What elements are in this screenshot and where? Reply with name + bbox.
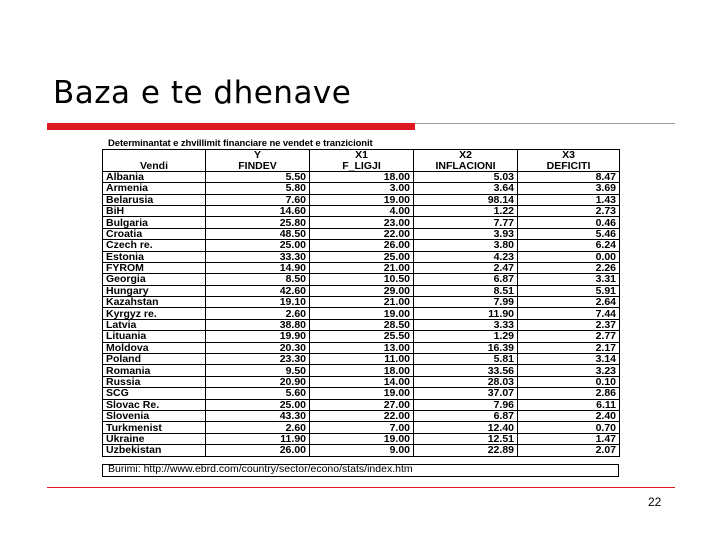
value-cell: 22.00 [310, 410, 414, 421]
value-cell: 19.00 [310, 433, 414, 444]
value-cell: 25.00 [206, 399, 310, 410]
value-cell: 1.47 [518, 433, 620, 444]
value-cell: 7.44 [518, 308, 620, 319]
table-row [103, 399, 620, 410]
value-cell: 26.00 [206, 445, 310, 456]
value-cell: 1.29 [414, 331, 518, 342]
table-row [103, 262, 620, 273]
value-cell: 5.46 [518, 228, 620, 239]
value-cell: 3.33 [414, 319, 518, 330]
value-cell: 11.90 [206, 433, 310, 444]
table-row [103, 228, 620, 239]
header-row [103, 160, 620, 171]
country-cell: Belarusia [103, 194, 206, 205]
table-row [103, 433, 620, 444]
country-cell: Kyrgyz re. [103, 308, 206, 319]
table-row [103, 410, 620, 421]
value-cell: 3.23 [518, 365, 620, 376]
country-cell: Ukraine [103, 433, 206, 444]
table-row [103, 388, 620, 399]
value-cell: 5.91 [518, 285, 620, 296]
table-row [103, 183, 620, 194]
table-row [103, 422, 620, 433]
value-cell: 23.30 [206, 354, 310, 365]
value-cell: 12.40 [414, 422, 518, 433]
value-cell: 7.77 [414, 217, 518, 228]
value-cell: 0.70 [518, 422, 620, 433]
country-cell: Albania [103, 171, 206, 182]
variable-cell: X2 [414, 150, 518, 161]
value-cell: 11.90 [414, 308, 518, 319]
value-cell: 14.90 [206, 262, 310, 273]
value-cell: 7.99 [414, 297, 518, 308]
value-cell: 14.60 [206, 205, 310, 216]
value-cell: 5.81 [414, 354, 518, 365]
variable-cell: X3 [518, 150, 620, 161]
country-cell: Turkmenist [103, 422, 206, 433]
title-divider-line [415, 123, 675, 124]
value-cell: 6.11 [518, 399, 620, 410]
footer-rule [47, 487, 675, 488]
country-cell: Uzbekistan [103, 445, 206, 456]
table-row [103, 342, 620, 353]
value-cell: 18.00 [310, 365, 414, 376]
value-cell: 20.30 [206, 342, 310, 353]
country-cell: Latvia [103, 319, 206, 330]
variable-cell: X1 [310, 150, 414, 161]
value-cell: 3.14 [518, 354, 620, 365]
table-row [103, 308, 620, 319]
table-row [103, 171, 620, 182]
table-row [103, 376, 620, 387]
value-cell: 5.03 [414, 171, 518, 182]
value-cell: 2.07 [518, 445, 620, 456]
value-cell: 16.39 [414, 342, 518, 353]
value-cell: 42.60 [206, 285, 310, 296]
value-cell: 8.51 [414, 285, 518, 296]
country-cell: Russia [103, 376, 206, 387]
value-cell: 2.17 [518, 342, 620, 353]
value-cell: 12.51 [414, 433, 518, 444]
slide-title: Baza e te dhenave [53, 75, 352, 111]
value-cell: 19.00 [310, 308, 414, 319]
country-cell: Slovenia [103, 410, 206, 421]
table-row [103, 445, 620, 456]
country-cell: BiH [103, 205, 206, 216]
value-cell: 5.60 [206, 388, 310, 399]
value-cell: 14.00 [310, 376, 414, 387]
value-cell: 11.00 [310, 354, 414, 365]
value-cell: 8.50 [206, 274, 310, 285]
table-row [103, 285, 620, 296]
country-cell: Kazahstan [103, 297, 206, 308]
variable-cell: Y [206, 150, 310, 161]
value-cell: 22.00 [310, 228, 414, 239]
country-cell: Romania [103, 365, 206, 376]
table-row [103, 297, 620, 308]
value-cell: 4.23 [414, 251, 518, 262]
country-cell: Lituania [103, 331, 206, 342]
country-cell: Czech re. [103, 240, 206, 251]
value-cell: 3.80 [414, 240, 518, 251]
value-cell: 6.87 [414, 274, 518, 285]
table-row [103, 365, 620, 376]
source-note: Burimi: http://www.ebrd.com/country/sector/econo/stats/index.htm [108, 463, 413, 475]
column-header: DEFICITI [518, 160, 620, 171]
value-cell: 2.60 [206, 422, 310, 433]
data-table [102, 149, 620, 457]
variable-cell [103, 150, 206, 161]
value-cell: 19.00 [310, 194, 414, 205]
value-cell: 2.86 [518, 388, 620, 399]
column-header: INFLACIONI [414, 160, 518, 171]
page-number: 22 [648, 495, 662, 509]
table-row [103, 217, 620, 228]
country-cell: Georgia [103, 274, 206, 285]
value-cell: 18.00 [310, 171, 414, 182]
value-cell: 3.00 [310, 183, 414, 194]
column-header: Vendi [103, 160, 206, 171]
value-cell: 8.47 [518, 171, 620, 182]
value-cell: 19.00 [310, 388, 414, 399]
value-cell: 33.56 [414, 365, 518, 376]
value-cell: 1.43 [518, 194, 620, 205]
value-cell: 21.00 [310, 297, 414, 308]
table-row [103, 319, 620, 330]
table-row [103, 274, 620, 285]
value-cell: 27.00 [310, 399, 414, 410]
country-cell: FYROM [103, 262, 206, 273]
value-cell: 28.03 [414, 376, 518, 387]
value-cell: 19.90 [206, 331, 310, 342]
country-cell: Croatia [103, 228, 206, 239]
country-cell: Slovac Re. [103, 399, 206, 410]
value-cell: 3.64 [414, 183, 518, 194]
value-cell: 6.87 [414, 410, 518, 421]
value-cell: 25.80 [206, 217, 310, 228]
value-cell: 2.40 [518, 410, 620, 421]
country-cell: Hungary [103, 285, 206, 296]
table-row [103, 240, 620, 251]
value-cell: 98.14 [414, 194, 518, 205]
value-cell: 7.60 [206, 194, 310, 205]
value-cell: 25.00 [206, 240, 310, 251]
value-cell: 2.60 [206, 308, 310, 319]
value-cell: 21.00 [310, 262, 414, 273]
value-cell: 7.00 [310, 422, 414, 433]
value-cell: 3.31 [518, 274, 620, 285]
table-row [103, 354, 620, 365]
value-cell: 19.10 [206, 297, 310, 308]
value-cell: 38.80 [206, 319, 310, 330]
value-cell: 4.00 [310, 205, 414, 216]
value-cell: 2.47 [414, 262, 518, 273]
value-cell: 25.00 [310, 251, 414, 262]
value-cell: 43.30 [206, 410, 310, 421]
table-row [103, 194, 620, 205]
value-cell: 2.64 [518, 297, 620, 308]
column-header: F_LIGJI [310, 160, 414, 171]
value-cell: 22.89 [414, 445, 518, 456]
country-cell: Estonia [103, 251, 206, 262]
value-cell: 2.73 [518, 205, 620, 216]
value-cell: 9.00 [310, 445, 414, 456]
table-row [103, 205, 620, 216]
value-cell: 0.00 [518, 251, 620, 262]
value-cell: 48.50 [206, 228, 310, 239]
country-cell: Bulgaria [103, 217, 206, 228]
variable-row [103, 150, 620, 161]
value-cell: 2.26 [518, 262, 620, 273]
value-cell: 0.46 [518, 217, 620, 228]
table-row [103, 331, 620, 342]
value-cell: 23.00 [310, 217, 414, 228]
value-cell: 37.07 [414, 388, 518, 399]
country-cell: Poland [103, 354, 206, 365]
country-cell: Armenia [103, 183, 206, 194]
value-cell: 9.50 [206, 365, 310, 376]
data-table-figure [102, 137, 619, 475]
table-row [103, 251, 620, 262]
country-cell: Moldova [103, 342, 206, 353]
value-cell: 10.50 [310, 274, 414, 285]
value-cell: 13.00 [310, 342, 414, 353]
value-cell: 6.24 [518, 240, 620, 251]
table-caption: Determinantat e zhvillimit financiare ne vendet e tranzicionit [108, 138, 373, 149]
value-cell: 3.93 [414, 228, 518, 239]
country-cell: SCG [103, 388, 206, 399]
value-cell: 2.77 [518, 331, 620, 342]
value-cell: 5.80 [206, 183, 310, 194]
value-cell: 0.10 [518, 376, 620, 387]
value-cell: 26.00 [310, 240, 414, 251]
value-cell: 29.00 [310, 285, 414, 296]
value-cell: 3.69 [518, 183, 620, 194]
title-accent-bar [47, 123, 415, 130]
value-cell: 2.37 [518, 319, 620, 330]
value-cell: 33.30 [206, 251, 310, 262]
value-cell: 25.50 [310, 331, 414, 342]
value-cell: 28.50 [310, 319, 414, 330]
value-cell: 20.90 [206, 376, 310, 387]
value-cell: 1.22 [414, 205, 518, 216]
value-cell: 5.50 [206, 171, 310, 182]
column-header: FINDEV [206, 160, 310, 171]
value-cell: 7.96 [414, 399, 518, 410]
